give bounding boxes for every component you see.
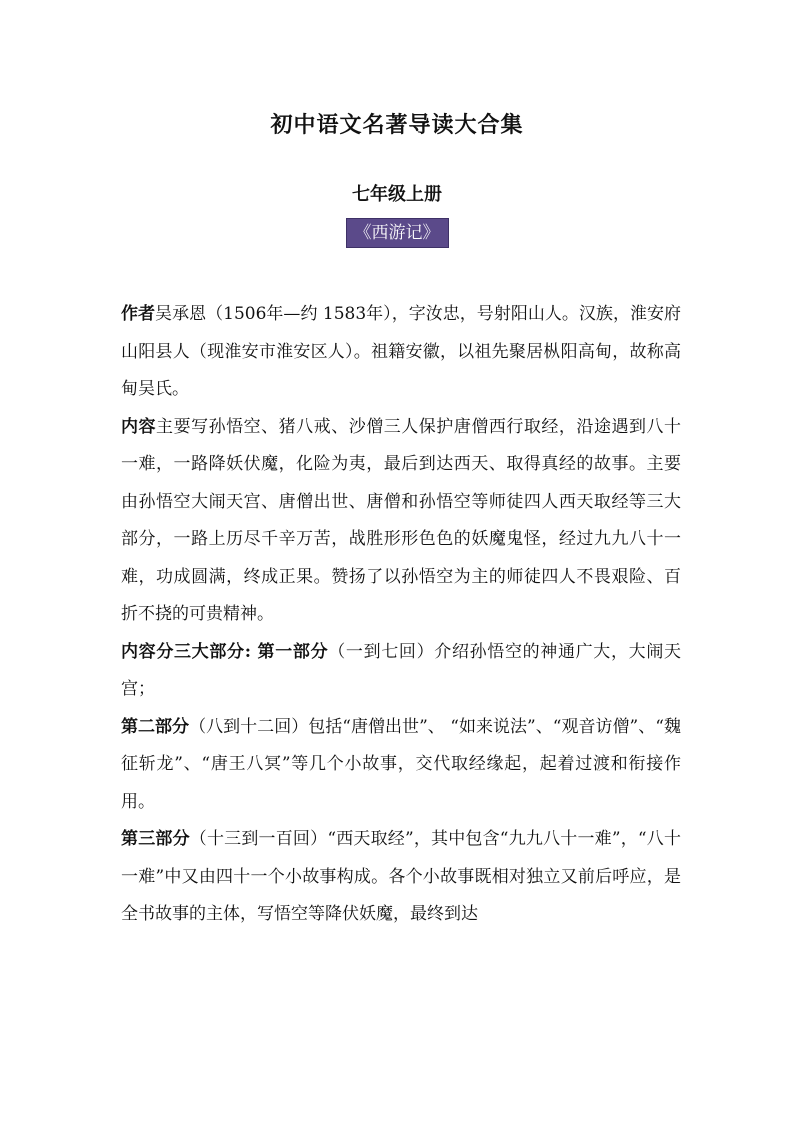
part-one-text: （一到七回）介绍孙悟空的神通广大，大闹天宫； <box>121 641 681 699</box>
part-three-label: 第三部分 <box>121 829 190 849</box>
part-one-paragraph <box>121 634 681 709</box>
author-paragraph <box>121 296 681 409</box>
book-title-badge: 《西游记》 <box>346 218 449 248</box>
part-three-paragraph <box>121 821 681 934</box>
content-label: 内容 <box>121 416 157 437</box>
content-text: 主要写孙悟空、猪八戒、沙僧三人保护唐僧西行取经，沿途遇到八十一难，一路降妖伏魔，化险为夷，最后到达西天、取得真经的故事。主要由孙悟空大闹天宫、唐僧出世、唐僧和孙悟空等师徒四人西天取经等三大部分，一路上历尽千辛万苦，战胜形形色色的妖魔鬼怪，经过九九八十一难，功成圆满，终成正果。赞扬了以孙悟空为主的师徒四人不畏艰险、百折不挠的可贵精神。 <box>121 416 682 624</box>
content-paragraph <box>121 409 681 634</box>
author-text: 吴承恩（1506年—约 1583年），字汝忠，号射阳山人。汉族，淮安府山阳县人（现淮安市淮安区人）。祖籍安徽，以祖先聚居枞阳高甸，故称高甸吴氏。 <box>121 304 682 399</box>
part-three-text: （十三到一百回）“西天取经”，其中包含“九九八十一难”，“八十一难”中又由四十一个小故事构成。各个小故事既相对独立又前后呼应，是全书故事的主体，写悟空等降伏妖魔，最终到达 <box>121 829 681 924</box>
grade-heading: 七年级上册 <box>352 184 442 205</box>
part-two-paragraph <box>121 709 681 822</box>
part-two-text: （八到十二回）包括“唐僧出世”、 “如来说法”、“观音访僧”、“魏征斩龙”、“唐王八冥”等几个小故事，交代取经缘起，起着过渡和衔接作用。 <box>121 716 681 812</box>
document-title: 初中语文名著导读大合集 <box>270 112 524 138</box>
part-one-label: 内容分三大部分: 第一部分 <box>121 641 329 662</box>
body-text <box>121 296 681 934</box>
author-label: 作者 <box>121 304 156 324</box>
book-title-container <box>0 218 794 248</box>
part-two-label: 第二部分 <box>121 716 190 737</box>
